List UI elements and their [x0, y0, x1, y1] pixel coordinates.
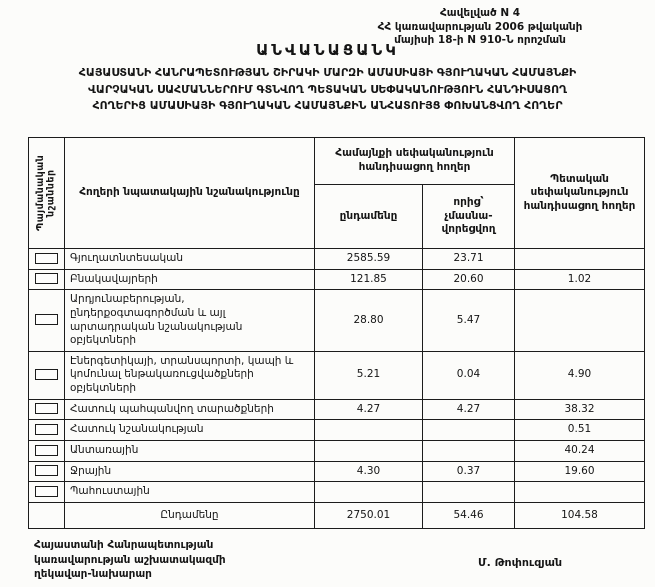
footer-line-2: կառավարության աշխատակազմի [34, 553, 226, 566]
community-total-value: 4.30 [315, 461, 423, 482]
community-total-value [315, 482, 423, 503]
community-total-value [315, 420, 423, 441]
community-ofwhich-value: 4.27 [423, 399, 515, 420]
signature-name: Մ. Թոփուզյան [478, 556, 563, 569]
table-row [29, 441, 645, 462]
header-total: ընդամենը [315, 185, 423, 249]
community-ofwhich-value: 0.37 [423, 461, 515, 482]
community-ofwhich-value [423, 420, 515, 441]
subtitle-line-1: ՀԱՅԱՍՏԱՆԻ ՀԱՆՐԱՊԵՏՈՒԹՅԱՆ ՇԻՐԱԿԻ ՄԱՐԶԻ ԱՄԱՍԻԱՅԻ ԳՅՈՒՂԱԿԱՆ ՀԱՄԱՅՆՔԻ [78, 66, 577, 79]
total-state-lands-value: 104.58 [515, 502, 645, 528]
land-category-label: Արդյունաբերության, ընդերքօգտագործման և այլ արտադրական նշանակության օբյեկտների [65, 290, 315, 352]
community-ofwhich-value [423, 441, 515, 462]
land-category-label: Բնակավայրերի [65, 269, 315, 290]
land-category-label: Պահուստային [65, 482, 315, 503]
conventional-signs-label: Պայմանական նշաններ [35, 154, 57, 232]
community-total-value: 5.21 [315, 351, 423, 399]
legend-box [35, 273, 58, 284]
state-lands-value: 19.60 [515, 461, 645, 482]
land-transfer-table [28, 137, 645, 529]
appendix-line-1: Հավելված N 4 [439, 7, 521, 19]
total-community-total-value: 2750.01 [315, 502, 423, 528]
community-total-value: 28.80 [315, 290, 423, 352]
table-row [29, 482, 645, 503]
legend-cell [29, 249, 65, 270]
community-total-value: 4.27 [315, 399, 423, 420]
legend-cell [29, 420, 65, 441]
appendix-line-2: ՀՀ կառավարության 2006 թվականի [377, 20, 583, 33]
legend-cell [29, 441, 65, 462]
table-row [29, 461, 645, 482]
community-ofwhich-value: 5.47 [423, 290, 515, 352]
state-lands-value [515, 290, 645, 352]
state-lands-value [515, 482, 645, 503]
land-category-label: Գյուղատնտեսական [65, 249, 315, 270]
header-state-lands: Պետական սեփականություն հանդիսացող հողեր [515, 138, 645, 249]
total-label: Ընդամենը [65, 502, 315, 528]
legend-cell [29, 290, 65, 352]
table-row [29, 399, 645, 420]
community-total-value: 2585.59 [315, 249, 423, 270]
community-total-value: 121.85 [315, 269, 423, 290]
community-ofwhich-value: 23.71 [423, 249, 515, 270]
legend-box [35, 369, 58, 380]
legend-box [35, 465, 58, 476]
community-ofwhich-value: 0.04 [423, 351, 515, 399]
community-ofwhich-value: 20.60 [423, 269, 515, 290]
state-lands-value: 4.90 [515, 351, 645, 399]
state-lands-value: 40.24 [515, 441, 645, 462]
legend-cell [29, 461, 65, 482]
table-row [29, 351, 645, 399]
state-lands-value: 38.32 [515, 399, 645, 420]
footer-line-3: ղեկավար-նախարար [34, 567, 152, 580]
legend-cell [29, 399, 65, 420]
table-row [29, 420, 645, 441]
legend-box [35, 445, 58, 456]
table-header [29, 138, 645, 249]
header-purpose: Հողերի նպատակային նշանակությունը [65, 138, 315, 249]
total-community-ofwhich-value: 54.46 [423, 502, 515, 528]
header-of-which: որից՝ չմասնա-վորեցվող [423, 185, 515, 249]
legend-box [35, 403, 58, 414]
land-category-label: Հատուկ նշանակության [65, 420, 315, 441]
state-lands-value: 0.51 [515, 420, 645, 441]
legend-box [35, 314, 58, 325]
land-category-label: Անտառային [65, 441, 315, 462]
appendix-line-3: մայիսի 18-ի N 910-Ն որոշման [394, 34, 566, 47]
state-lands-value: 1.02 [515, 269, 645, 290]
land-category-label: Ջրային [65, 461, 315, 482]
table-row [29, 269, 645, 290]
table-body [29, 249, 645, 529]
community-ofwhich-value [423, 482, 515, 503]
table-row [29, 249, 645, 270]
subtitle-line-2: ՎԱՐՉԱԿԱՆ ՍԱՀՄԱՆՆԵՐՈՒՄ ԳՏՆՎՈՂ ՊԵՏԱԿԱՆ ՍԵՓԱԿԱՆՈՒԹՅՈՒՆ ՀԱՆԴԻՍԱՑՈՂ [88, 82, 567, 96]
legend-cell-empty [29, 502, 65, 528]
table-total-row [29, 502, 645, 528]
state-lands-value [515, 249, 645, 270]
footer-line-1: Հայաստանի Հանրապետության [34, 539, 214, 552]
header-conventional-signs [29, 138, 65, 249]
legend-box [35, 486, 58, 497]
land-category-label: Էներգետիկայի, տրանսպորտի, կապի և կոմունալ ենթակառուցվածքների օբյեկտների [65, 351, 315, 399]
land-category-label: Հատուկ պահպանվող տարածքների [65, 399, 315, 420]
legend-box [35, 253, 58, 264]
legend-cell [29, 269, 65, 290]
subtitle-line-3: ՀՈՂԵՐԻՑ ԱՄԱՍԻԱՅԻ ԳՅՈՒՂԱԿԱՆ ՀԱՄԱՅՆՔԻՆ ԱՆՀԱՏՈՒՅՑ ՓՈԽԱՆՑՎՈՂ ՀՈՂԵՐ [92, 99, 563, 112]
footer-signatory-title [34, 538, 226, 581]
page-title: ԱՆՎԱՆԱՑԱՆԿ [256, 41, 399, 59]
page-subtitle [0, 65, 655, 115]
header-community-group: Համայնքի սեփականություն հանդիսացող հողեր [315, 138, 515, 185]
legend-cell [29, 351, 65, 399]
legend-box [35, 424, 58, 435]
community-total-value [315, 441, 423, 462]
table-row [29, 290, 645, 352]
legend-cell [29, 482, 65, 503]
